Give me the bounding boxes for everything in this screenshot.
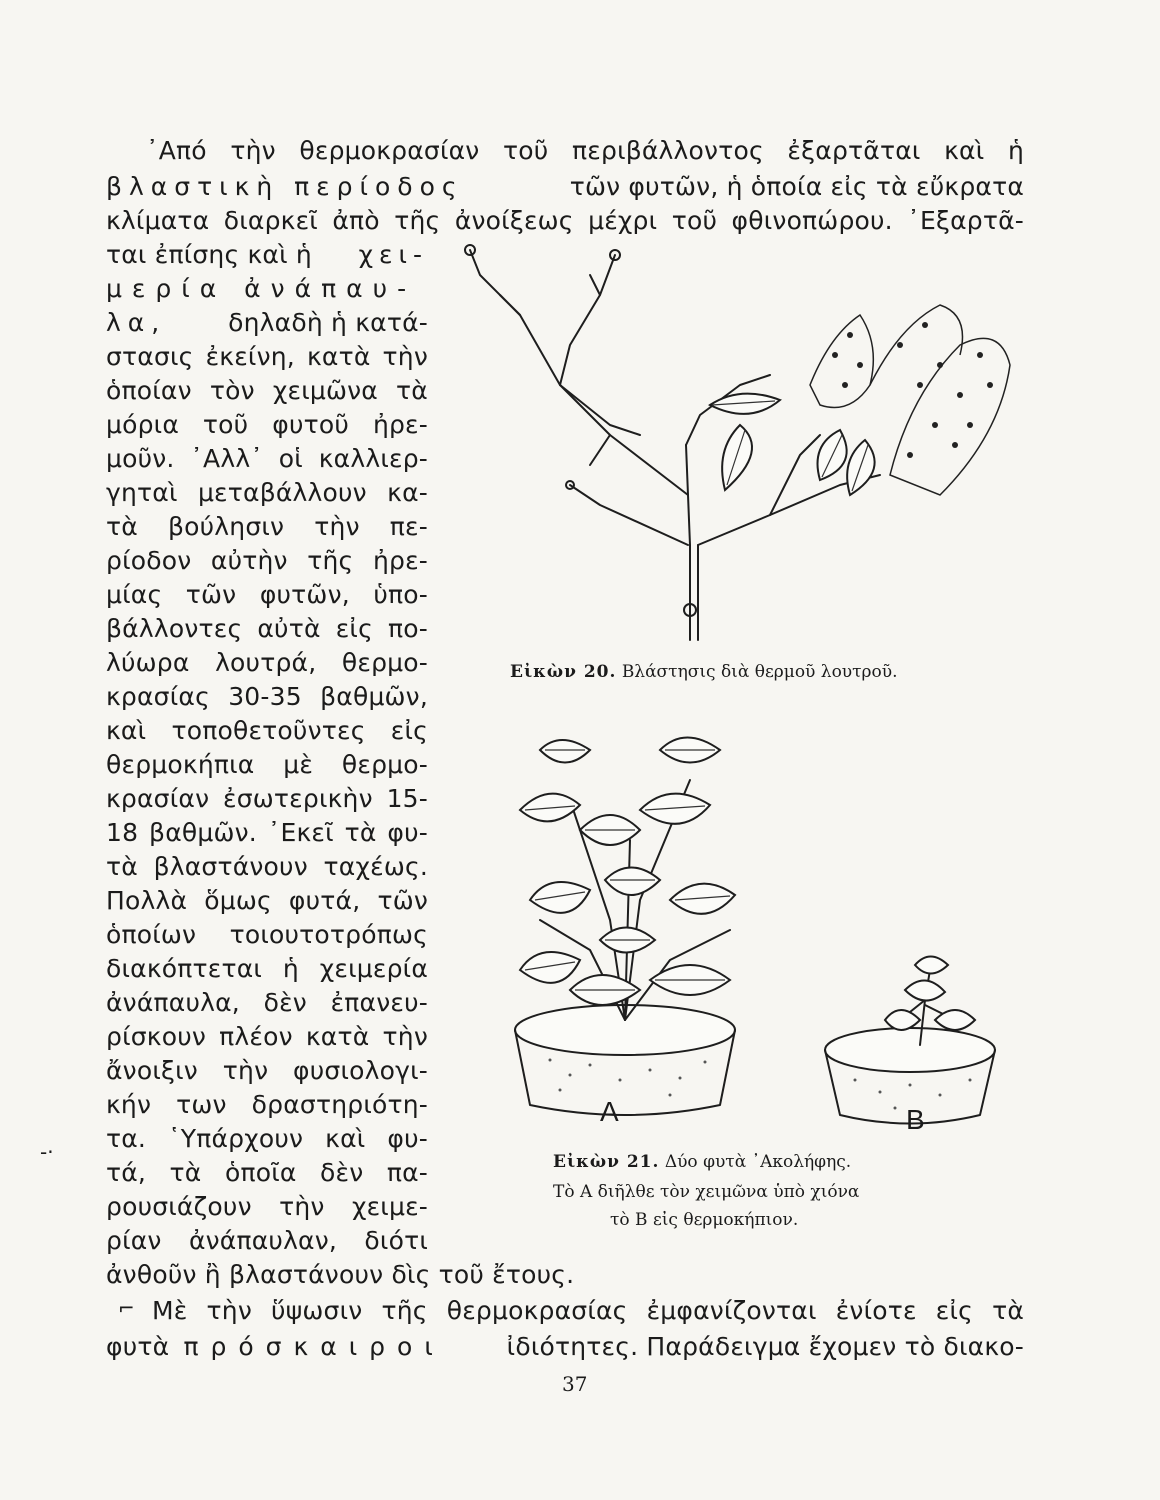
text-line: θερμοκήπια μὲ θερμο-	[106, 750, 428, 779]
emphasized-term: πρόσκαιροι	[183, 1332, 445, 1361]
text-line: ρίοδον αὐτὴν τῆς ἠρε-	[106, 546, 428, 575]
text-line: ὁποίων τοιουτοτρόπως	[106, 920, 428, 949]
pot-label-b: B	[906, 1104, 925, 1135]
text-line: ἀνθοῦν ἢ βλαστάνουν δὶς τοῦ ἔτους.	[106, 1260, 575, 1289]
text-line: στασις ἐκείνη, κατὰ τὴν	[106, 342, 428, 371]
text-line: διακόπτεται ἡ χειμερία	[106, 954, 428, 983]
text-line	[106, 171, 1024, 203]
text-line: βάλλοντες αὐτὰ εἰς πο-	[106, 614, 428, 643]
text-line: Πολλὰ ὅμως φυτά, τῶν	[106, 886, 428, 915]
text-line: μόρια τοῦ φυτοῦ ἠρε-	[106, 410, 428, 439]
emphasized-term: χει-	[358, 240, 428, 269]
text-line: λύωρα λουτρά, θερμο-	[106, 648, 428, 677]
text-line: τὰ βλαστάνουν ταχέως.	[106, 852, 428, 881]
text-line: ᾿Από τὴν θερμοκρασίαν τοῦ περιβάλλοντος ἐξαρτᾶται καὶ ἡ	[146, 136, 1024, 165]
text-line: κήν των δραστηριότη-	[106, 1090, 428, 1119]
text-line: ρίαν ἀνάπαυλαν, διότι	[106, 1226, 428, 1255]
figure-21-caption-line1	[553, 1150, 851, 1174]
margin-mark: ⌐	[118, 1296, 135, 1320]
text-line: κρασίαν ἐσωτερικὴν 15-	[106, 784, 428, 813]
text-line: γηταὶ μεταβάλλουν κα-	[106, 478, 428, 507]
text-line: τά, τὰ ὁποῖα δὲν πα-	[106, 1158, 428, 1187]
text-line: κλίματα διαρκεῖ ἀπὸ τῆς ἀνοίξεως μέχρι τοῦ φθινοπώρου. ᾿Εξαρτᾶ-	[106, 206, 1024, 235]
page-number: 37	[562, 1372, 588, 1396]
figure-20-caption	[510, 660, 898, 684]
text-fragment: φυτὰ	[106, 1332, 170, 1361]
figure-label: Εἰκὼν 20.	[510, 662, 617, 682]
text-line: μίας τῶν φυτῶν, ὑπο-	[106, 580, 428, 609]
figure-label: Εἰκὼν 21.	[553, 1152, 660, 1172]
text-fragment: ται ἐπίσης καὶ ἡ	[106, 240, 312, 269]
text-line	[106, 307, 428, 339]
text-line: ὁποίαν τὸν χειμῶνα τὰ	[106, 376, 428, 405]
emphasized-term: βλαστικὴ περίοδος	[106, 172, 464, 201]
text-line: τα. ῾Υπάρχουν καὶ φυ-	[106, 1124, 428, 1153]
text-line: Μὲ τὴν ὕψωσιν τῆς θερμοκρασίας ἐμφανίζονται ἐνίοτε εἰς τὰ	[152, 1296, 1024, 1325]
text-line: ἄνοιξιν τὴν φυσιολογι-	[106, 1056, 428, 1085]
text-fragment: τῶν φυτῶν, ἡ ὁποία εἰς τὰ εὔκρατα	[569, 172, 1024, 201]
text-line: τὰ βούλησιν τὴν πε-	[106, 512, 428, 541]
figure-21-caption-line2: Τὸ Α διῆλθε τὸν χειμῶνα ὑπὸ χιόνα	[553, 1182, 860, 1202]
potted-plants-illustration	[480, 720, 1020, 1140]
text-line	[106, 1331, 1024, 1363]
text-fragment: δηλαδὴ ἡ κατά-	[228, 308, 428, 337]
caption-text: Δύο φυτὰ ᾿Ακολήφης.	[664, 1152, 852, 1172]
text-fragment: ἰδιότητες. Παράδειγμα ἔχομεν τὸ διακο-	[506, 1332, 1024, 1361]
caption-text: Βλάστησις διὰ θερμοῦ λουτροῦ.	[621, 662, 898, 682]
text-line: κρασίας 30-35 βαθμῶν,	[106, 682, 428, 711]
figure-21-caption-line3: τὸ Β εἰς θερμοκήπιον.	[610, 1210, 799, 1230]
margin-mark: -·	[40, 1140, 54, 1164]
text-line: μοῦν. ᾿Αλλ᾿ οἱ καλλιερ-	[106, 444, 428, 473]
text-line: ρίσκουν πλέον κατὰ τὴν	[106, 1022, 428, 1051]
pot-label-a: A	[600, 1096, 619, 1127]
lilac-branch-illustration	[440, 235, 1040, 645]
text-line: καὶ τοποθετοῦντες εἰς	[106, 716, 428, 745]
text-line	[106, 239, 428, 271]
text-line: ρουσιάζουν τὴν χειμε-	[106, 1192, 428, 1221]
text-line: 18 βαθμῶν. ᾿Εκεῖ τὰ φυ-	[106, 818, 428, 847]
text-line: ἀνάπαυλα, δὲν ἐπανευ-	[106, 988, 428, 1017]
emphasized-term: λα,	[106, 308, 167, 337]
emphasized-term: μερία ἀνάπαυ-	[106, 274, 417, 303]
